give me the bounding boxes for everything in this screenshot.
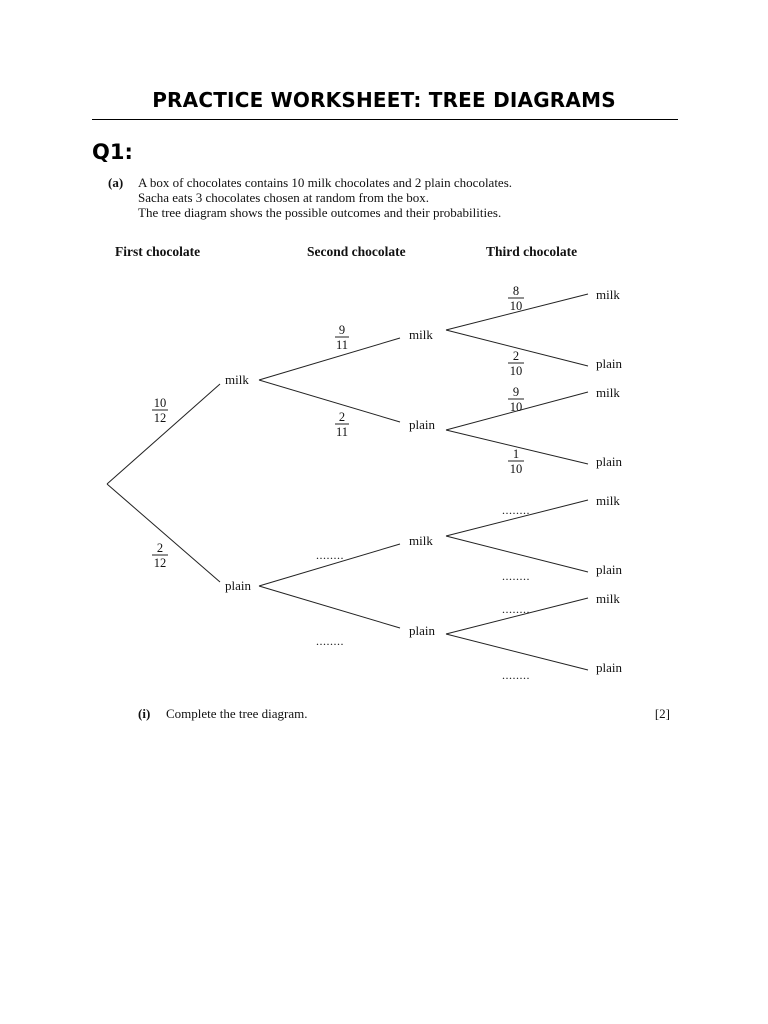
node-third-milk-1: milk	[596, 287, 620, 302]
svg-text:10: 10	[509, 299, 523, 313]
prob-first-plain	[152, 541, 168, 570]
question-line-1: (a) A box of chocolates contains 10 milk chocolates and 2 plain chocolates.	[108, 175, 513, 190]
node-third-milk-2: milk	[596, 385, 620, 400]
svg-text:10: 10	[509, 400, 523, 414]
node-second-milk-lower: milk	[409, 533, 433, 548]
subquestion-i	[138, 706, 674, 722]
branch-pp-plain	[446, 634, 588, 670]
node-second-milk-upper: milk	[409, 327, 433, 342]
blank-third-plain-4: ........	[502, 668, 530, 682]
prob-third-milk-1	[508, 284, 524, 313]
svg-text:10: 10	[509, 462, 523, 476]
node-first-plain: plain	[225, 578, 251, 593]
blank-third-milk-3: ........	[502, 503, 530, 517]
question-number: Q1:	[92, 140, 133, 164]
prob-second-plain-upper	[335, 410, 349, 439]
node-third-plain-4: plain	[596, 660, 622, 675]
svg-text:12: 12	[153, 556, 167, 570]
worksheet-title: PRACTICE WORKSHEET: TREE DIAGRAMS	[152, 88, 616, 112]
svg-text:11: 11	[335, 338, 349, 352]
header-second-chocolate: Second chocolate	[307, 244, 406, 259]
part-label: (a)	[108, 175, 124, 190]
header-first-chocolate: First chocolate	[115, 244, 201, 259]
prob-first-milk	[152, 396, 168, 425]
node-third-plain-3: plain	[596, 562, 622, 577]
prob-third-milk-2	[508, 385, 524, 414]
svg-text:10: 10	[509, 364, 523, 378]
question-line-2: Sacha eats 3 chocolates chosen at random from the box.	[138, 190, 429, 205]
blank-third-milk-4: ........	[502, 602, 530, 616]
blank-second-milk-lower: ........	[316, 548, 344, 562]
prob-third-plain-1	[508, 349, 524, 378]
node-third-milk-4: milk	[596, 591, 620, 606]
svg-text:9: 9	[512, 385, 520, 399]
subquestion-label: (i)	[138, 706, 151, 721]
svg-text:11: 11	[335, 425, 349, 439]
blank-third-plain-3: ........	[502, 569, 530, 583]
svg-text:8: 8	[512, 284, 520, 298]
svg-text:2: 2	[156, 541, 164, 555]
branch-pm-plain	[446, 536, 588, 572]
node-third-milk-3: milk	[596, 493, 620, 508]
prob-third-plain-2	[508, 447, 524, 476]
svg-text:2: 2	[512, 349, 520, 363]
blank-second-plain-lower: ........	[316, 634, 344, 648]
branch-milk-milk	[259, 338, 400, 380]
header-third-chocolate: Third chocolate	[486, 244, 578, 259]
node-second-plain-lower: plain	[409, 623, 435, 638]
svg-text:2: 2	[338, 410, 346, 424]
question-line-3: The tree diagram shows the possible outcomes and their probabilities.	[138, 205, 502, 220]
node-third-plain-1: plain	[596, 356, 622, 371]
prob-second-milk-upper	[335, 323, 349, 352]
svg-text:12: 12	[153, 411, 167, 425]
svg-text:10: 10	[153, 396, 167, 410]
node-second-plain-upper: plain	[409, 417, 435, 432]
node-first-milk: milk	[225, 372, 249, 387]
marks-label: [2]	[654, 706, 670, 721]
subquestion-text: Complete the tree diagram.	[166, 706, 308, 721]
branch-milk-plain	[259, 380, 400, 422]
svg-text:1: 1	[512, 447, 520, 461]
node-third-plain-2: plain	[596, 454, 622, 469]
branch-plain-plain	[259, 586, 400, 628]
svg-text:9: 9	[338, 323, 346, 337]
